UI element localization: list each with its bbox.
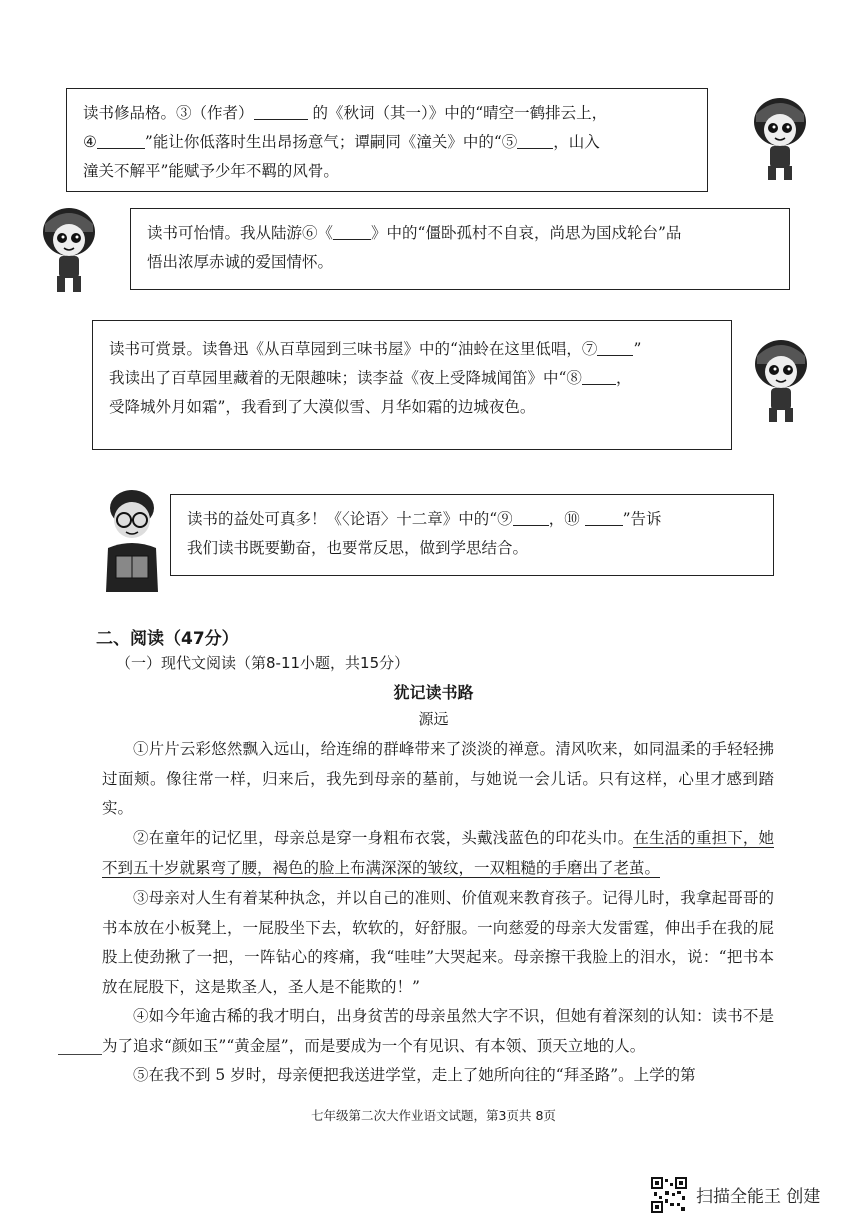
answer-blank-7 <box>597 339 633 356</box>
scanner-watermark: 扫描全能王 创建 <box>696 1187 821 1207</box>
article-author: 源远 <box>418 710 449 728</box>
box4-line1: 读书的益处可真多！《〈论语〉十二章》中的“⑨ ，⑩ ”告诉 <box>187 510 662 528</box>
section-heading: 二、阅读（47分） <box>96 629 239 649</box>
box3-line3: 受降城外月如霜”，我看到了大漠似雪、月华如霜的边城夜色。 <box>109 398 536 416</box>
answer-blank-6 <box>333 223 371 240</box>
box4-line2: 我们读书既要勤奋，也要常反思，做到学思结合。 <box>187 539 529 557</box>
subsection-heading: （一）现代文阅读（第8-11小题，共15分） <box>116 654 410 672</box>
underlined-sentence: 在生活的重担下，她不到五十岁就累弯了腰，褐色的脸上布满深深的皱纹，一双粗糙的手磨出了老茧。 <box>102 829 774 877</box>
page-footer: 七年级第二次大作业语文试题，第3页共 8页 <box>311 1108 556 1123</box>
qr-code-icon <box>651 1177 687 1213</box>
margin-mark <box>58 1054 102 1055</box>
box3-line2: 我读出了百草园里藏着的无限趣味；读李益《夜上受降城闻笛》中“⑧ ， <box>109 369 632 387</box>
box2-line2: 悟出浓厚赤诚的爱国情怀。 <box>147 253 334 271</box>
answer-blank-3 <box>254 103 308 120</box>
answer-blank-10 <box>585 509 623 526</box>
paragraph-1: ①片片云彩悠然飘入远山，给连绵的群峰带来了淡淡的禅意。清风吹来，如同温柔的手轻轻拂过面颊。像往常一样，归来后，我先到母亲的墓前，与她说一会儿话。只有这样，心里才感到踏实。 <box>102 740 774 817</box>
girl-cartoon-icon <box>750 334 812 428</box>
box1-line2: ④ ”能让你低落时生出昂扬意气；谭嗣同《潼关》中的“⑤ ，山入 <box>83 133 600 151</box>
prompt-box-1 <box>66 88 708 192</box>
boy-reading-cartoon-icon <box>96 484 168 594</box>
paragraph-3: ③母亲对人生有着某种执念，并以自己的准则、价值观来教育孩子。记得儿时，我拿起哥哥的书本放在小板凳上，一屁股坐下去，软软的，好舒服。一向慈爱的母亲大发雷霆，伸出手在我的屁股上使劲揪了一把，一阵钻心的疼痛，我“哇哇”大哭起来。母亲擦干我脸上的泪水，说：“把书本放在屁股下，这是欺圣人，圣人是不能欺的！” <box>102 889 774 996</box>
box1-line3: 潼关不解平”能赋予少年不羁的风骨。 <box>83 162 339 180</box>
prompt-box-3 <box>92 320 732 450</box>
box1-line1: 读书修品格。③（作者） 的《秋词（其一）》中的“晴空一鹤排云上， <box>83 104 608 122</box>
prompt-box-4 <box>170 494 774 576</box>
answer-blank-5 <box>517 132 553 149</box>
paragraph-5: ⑤在我不到 5 岁时，母亲便把我送进学堂，走上了她所向往的“拜圣路”。上学的第 <box>133 1066 696 1084</box>
prompt-box-2 <box>130 208 790 290</box>
paragraph-4: ④如今年逾古稀的我才明白，出身贫苦的母亲虽然大字不识，但她有着深刻的认知：读书不是为了追求“颜如玉”“黄金屋”，而是要成为一个有见识、有本领、顶天立地的人。 <box>102 1007 774 1055</box>
answer-blank-9 <box>513 509 549 526</box>
box3-line1: 读书可赏景。读鲁迅《从百草园到三味书屋》中的“油蛉在这里低唱，⑦ ” <box>109 340 642 358</box>
answer-blank-8 <box>582 368 616 385</box>
girl-cartoon-icon <box>36 202 102 300</box>
girl-cartoon-icon <box>748 92 812 188</box>
answer-blank-4 <box>97 132 145 149</box>
paragraph-2: ②在童年的记忆里，母亲总是穿一身粗布衣裳，头戴浅蓝色的印花头巾。在生活的重担下，她不到五十岁就累弯了腰，褐色的脸上布满深深的皱纹，一双粗糙的手磨出了老茧。 <box>102 829 774 877</box>
article-title: 犹记读书路 <box>393 683 474 702</box>
box2-line1: 读书可怡情。我从陆游⑥《 》中的“僵卧孤村不自哀，尚思为国戍轮台”品 <box>147 224 682 242</box>
